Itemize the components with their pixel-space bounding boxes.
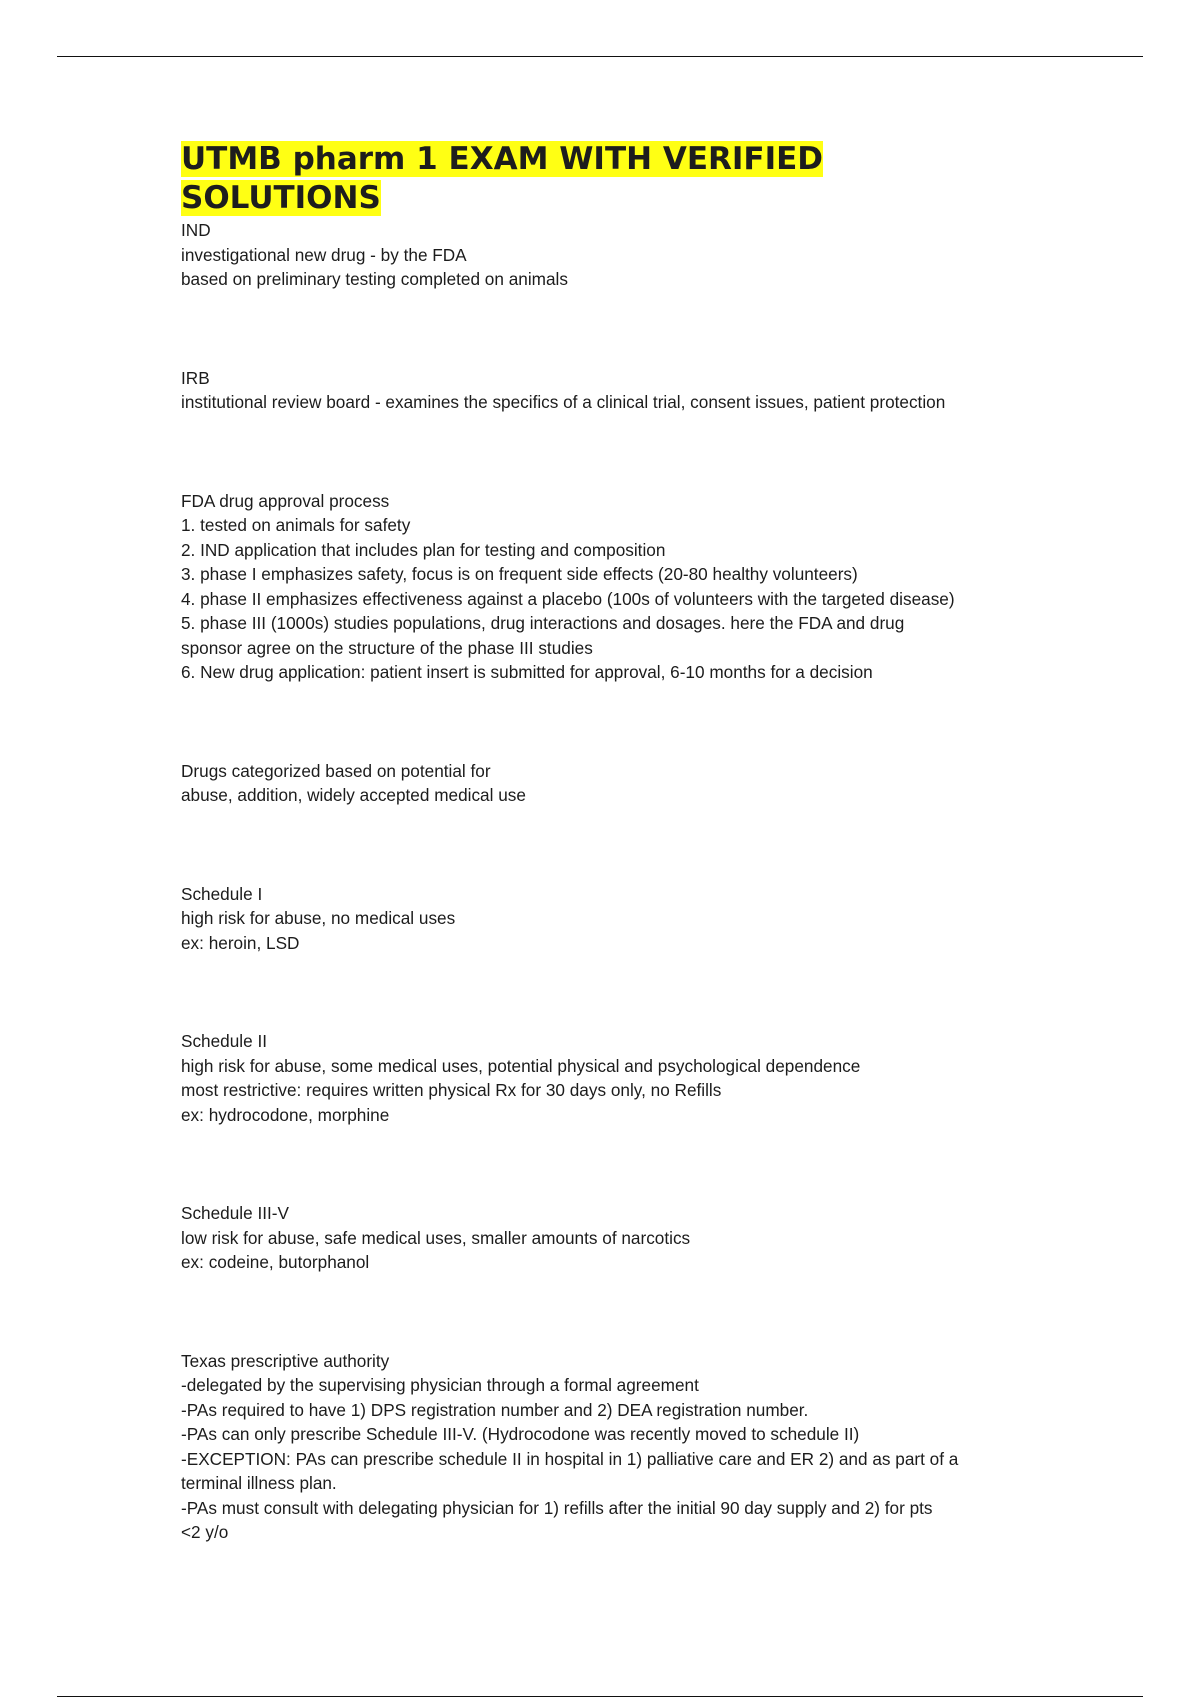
term: FDA drug approval process	[181, 490, 390, 511]
definition-line: 5. phase III (1000s) studies populations, drug interactions and dosages. here the FDA and drug	[181, 613, 905, 633]
definition-line: investigational new drug - by the FDA	[181, 244, 467, 265]
definition-line: ex: heroin, LSD	[181, 932, 300, 953]
definition-line: -PAs required to have 1) DPS registration number and 2) DEA registration number.	[181, 1399, 809, 1420]
definition-line: ex: codeine, butorphanol	[181, 1252, 370, 1272]
term: Schedule II	[181, 1031, 267, 1051]
entry-texas-authority	[181, 1349, 1081, 1545]
definition-line: 6. New drug application: patient insert is submitted for approval, 6-10 months for a decision	[181, 662, 873, 682]
entry-schedule-ii	[181, 1029, 1081, 1127]
definition-line: <2 y/o	[181, 1522, 229, 1542]
spacer	[181, 808, 1081, 882]
term: IND	[181, 220, 211, 240]
title-line: SOLUTIONS	[181, 180, 381, 216]
entry-fda-approval	[181, 489, 1081, 685]
entry-drug-categories	[181, 759, 1081, 808]
bottom-rule	[57, 1696, 1143, 1697]
definition-line: terminal illness plan.	[181, 1473, 337, 1493]
term: Schedule III-V	[181, 1203, 289, 1223]
definition-line: -PAs can only prescribe Schedule III-V. (Hydrocodone was recently moved to schedule II)	[181, 1424, 860, 1444]
definition-line: 2. IND application that includes plan for testing and composition	[181, 539, 666, 560]
spacer	[181, 1275, 1081, 1349]
document-title	[181, 140, 1081, 218]
spacer	[181, 955, 1081, 1029]
spacer	[181, 685, 1081, 759]
term: Drugs categorized based on potential for	[181, 760, 491, 781]
definition-line: 3. phase I emphasizes safety, focus is on frequent side effects (20-80 healthy volunteers)	[181, 564, 858, 584]
definition-line: sponsor agree on the structure of the phase III studies	[181, 637, 593, 658]
definition-line: -EXCEPTION: PAs can prescribe schedule II in hospital in 1) palliative care and ER 2) and as part of a	[181, 1448, 959, 1469]
definition-line: 1. tested on animals for safety	[181, 515, 411, 535]
definition-line: low risk for abuse, safe medical uses, smaller amounts of narcotics	[181, 1227, 691, 1248]
term: Texas prescriptive authority	[181, 1350, 390, 1371]
definition-line: -delegated by the supervising physician through a formal agreement	[181, 1375, 699, 1395]
top-rule	[57, 56, 1143, 57]
definition-line: ex: hydrocodone, morphine	[181, 1104, 390, 1125]
definition-line: most restrictive: requires written physical Rx for 30 days only, no Refills	[181, 1080, 722, 1100]
spacer	[181, 1127, 1081, 1201]
definition-line: high risk for abuse, no medical uses	[181, 908, 456, 928]
entry-ind	[181, 218, 1081, 292]
definition-line: high risk for abuse, some medical uses, potential physical and psychological dependence	[181, 1055, 861, 1076]
definition-line: institutional review board - examines the specifics of a clinical trial, consent issues, patient protection	[181, 392, 946, 412]
term: Schedule I	[181, 883, 263, 904]
definition-line: abuse, addition, widely accepted medical use	[181, 785, 526, 805]
entry-irb	[181, 366, 1081, 415]
spacer	[181, 292, 1081, 366]
definition-line: based on preliminary testing completed on animals	[181, 269, 568, 289]
entry-schedule-i	[181, 882, 1081, 956]
term: IRB	[181, 367, 210, 388]
spacer	[181, 415, 1081, 489]
definition-line: -PAs must consult with delegating physician for 1) refills after the initial 90 day supply and 2) for pts	[181, 1497, 933, 1518]
document-body	[181, 140, 1081, 1545]
entry-schedule-iii-v	[181, 1201, 1081, 1275]
title-line: UTMB pharm 1 EXAM WITH VERIFIED	[181, 141, 824, 177]
definition-line: 4. phase II emphasizes effectiveness against a placebo (100s of volunteers with the targeted disease)	[181, 588, 955, 609]
